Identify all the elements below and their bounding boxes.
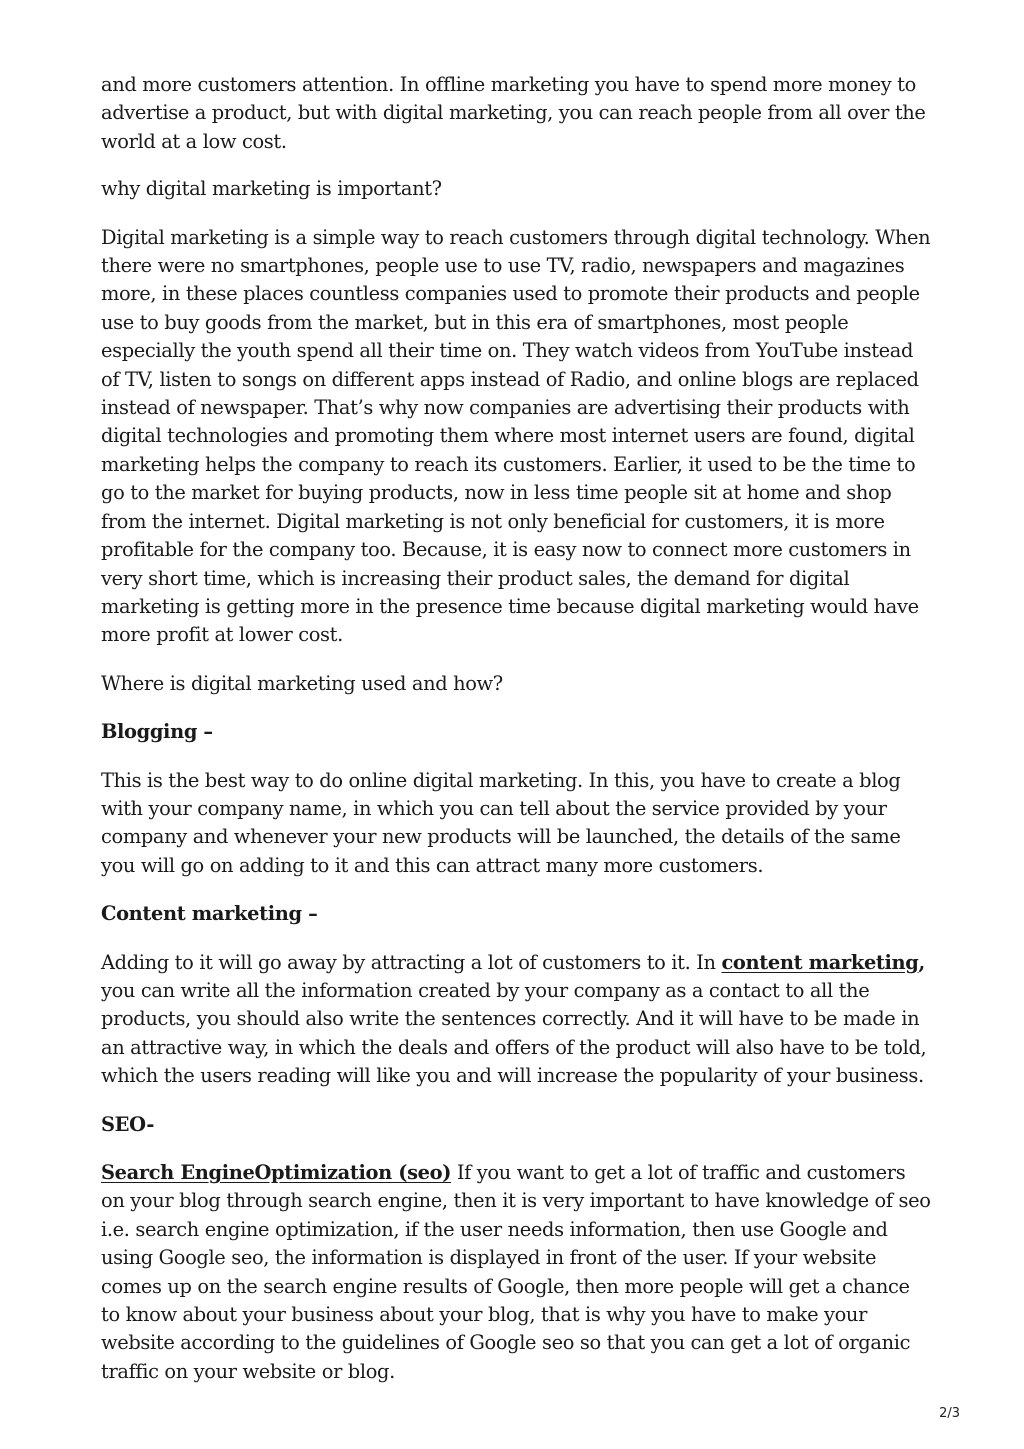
content-comma: , [918, 950, 925, 974]
content-text-after: you can write all the information created by your company as a contact to all the products, you should also write the sentences correctly. And it will have to be made in an attractive way, in which the deals and offers of the product will also have to be told, which the users reading will like you and will increase the popularity of your business. [101, 978, 927, 1088]
seo-text: If you want to get a lot of traffic and customers on your blog through search engine, then it is very important to have knowledge of seo i.e. search engine optimization, if the user needs information, then use Google and using Google seo, the information is displayed in front of the user. If your website comes up on the search engine results of Google, then more people will get a chance to know about your business about your blog, that is why you have to make your website according to the guidelines of Google seo so that you can get a lot of organic traffic on your website or blog. [101, 1161, 931, 1383]
why-question: why digital marketing is important? [101, 177, 442, 201]
seo-link[interactable]: Search EngineOptimization (seo) [101, 1161, 452, 1184]
page-number: 2/3 [939, 1406, 960, 1421]
document-page [101, 71, 931, 1406]
content-text-before: Adding to it will go away by attracting a lot of customers to it. In [101, 950, 722, 974]
content-marketing-paragraph [101, 949, 931, 1091]
blogging-paragraph: This is the best way to do online digital marketing. In this, you have to create a blog with your company name, in which you can tell about the service provided by your company and whenever your new products will be launched, the details of the same you will go on adding to it and this can attract many more customers. [101, 768, 901, 877]
content-marketing-link[interactable]: content marketing [721, 950, 919, 974]
where-question: Where is digital marketing used and how? [101, 671, 503, 695]
seo-paragraph [101, 1159, 931, 1386]
seo-heading: SEO- [101, 1112, 155, 1136]
intro-paragraph: and more customers attention. In offline marketing you have to spend more money to advertise a product, but with digital marketing, you can reach people from all over the world at a low cost. [101, 73, 926, 153]
content-marketing-heading: Content marketing – [101, 902, 318, 926]
blogging-heading: Blogging – [101, 720, 213, 744]
why-paragraph: Digital marketing is a simple way to reach customers through digital technology. When there were no smartphones, people use to use TV, radio, newspapers and magazines more, in these places countless companies used to promote their products and people use to buy goods from the market, but in this era of smartphones, most people especially the youth spend all their time on. They watch videos from YouTube instead of TV, listen to songs on different apps instead of Radio, and online blogs are replaced instead of newspaper. That’s why now companies are advertising their products with digital technologies and promoting them where most internet users are found, digital marketing helps the company to reach its customers. Earlier, it used to be the time to go to the market for buying products, now in less time people sit at home and shop from the internet. Digital marketing is not only beneficial for customers, it is more profitable for the company too. Because, it is easy now to connect more customers in very short time, which is increasing their product sales, the demand for digital marketing is getting more in the presence time because digital marketing would have more profit at lower cost. [101, 225, 931, 647]
